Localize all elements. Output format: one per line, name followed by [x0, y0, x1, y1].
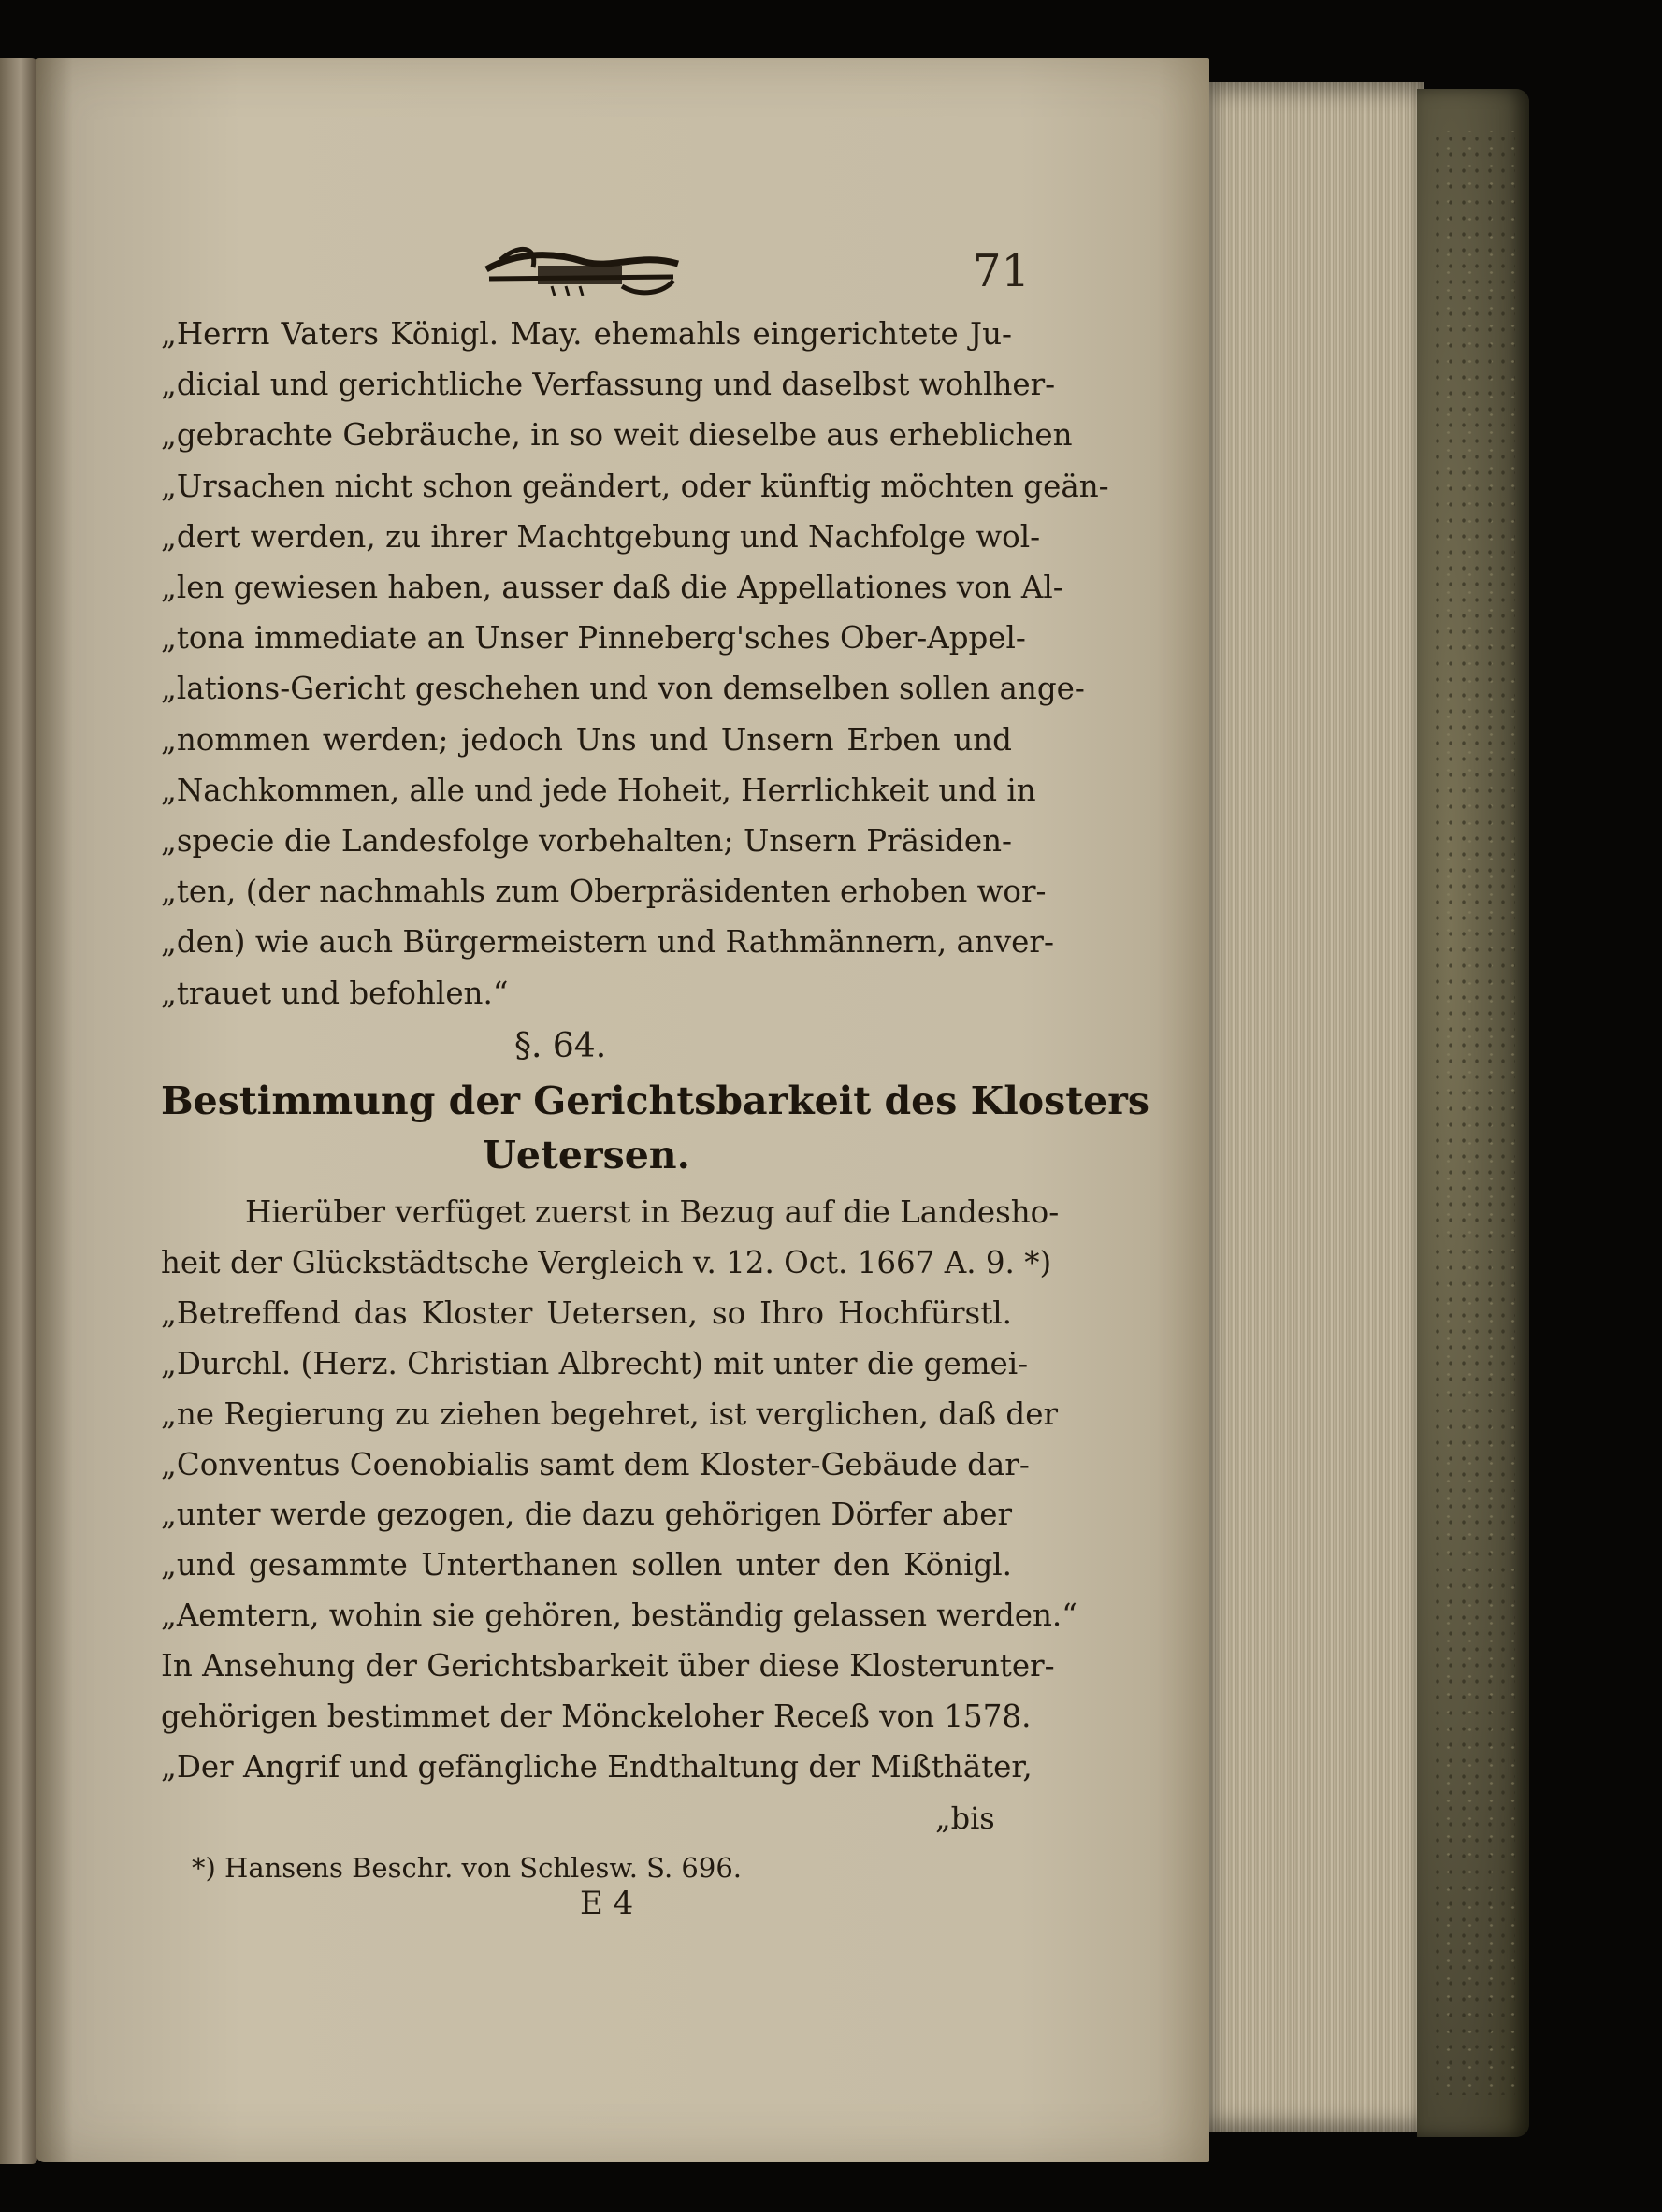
- text-line: „Conventus Coenobialis samt dem Kloster-Gebäude dar-: [161, 1446, 1030, 1482]
- header-ornament-icon: [482, 241, 683, 299]
- text-line: „tona immediate an Unser Pinneberg'sches Ober-Appel-: [161, 620, 1026, 657]
- text-line: In Ansehung der Gerichtsbarkeit über diese Klosterunter-: [161, 1648, 1055, 1684]
- text-line: „Herrn Vaters Königl. May. ehemahls eingerichtete Ju-: [161, 316, 1012, 352]
- text-line: „unter werde gezogen, die dazu gehörigen Dörfer aber: [161, 1496, 1012, 1533]
- text-line: „specie die Landesfolge vorbehalten; Unsern Präsiden-: [161, 823, 1012, 860]
- text-line: heit der Glückstädtsche Vergleich v. 12. Oct. 1667 A. 9. *): [161, 1244, 1052, 1280]
- text-line: „dert werden, zu ihrer Machtgebung und Nachfolge wol-: [161, 518, 1041, 555]
- text-line: „Nachkommen, alle und jede Hoheit, Herrlichkeit und in: [161, 772, 1036, 808]
- paragraph-continued-quote: [161, 309, 1109, 1019]
- catchword: „bis: [935, 1800, 995, 1836]
- text-line: „Der Angrif und gefängliche Endthaltung der Mißthäter,: [161, 1748, 1033, 1785]
- text-line: Hierüber verfüget zuerst in Bezug auf die Landesho-: [245, 1194, 1060, 1230]
- previous-page-edge: [0, 58, 37, 2164]
- text-line: „lations-Gericht geschehen und von demselben sollen ange-: [161, 671, 1085, 707]
- page-block-edges: [1209, 82, 1424, 2132]
- heading-line: Bestimmung der Gerichtsbarkeit des Klosters: [161, 1078, 1149, 1123]
- text-line: „Durchl. (Herz. Christian Albrecht) mit unter die gemei-: [161, 1345, 1029, 1381]
- cover-speckle-texture: [1431, 131, 1515, 2095]
- heading-line: Uetersen.: [483, 1133, 690, 1178]
- text-line: gehörigen bestimmet der Mönckeloher Receß von 1578.: [161, 1699, 1032, 1735]
- text-line: „und gesammte Unterthanen sollen unter den Königl.: [161, 1547, 1012, 1583]
- text-line: „trauet und befohlen.“: [161, 975, 509, 1011]
- text-line: „Betreffend das Kloster Uetersen, so Ihro Hochfürstl.: [161, 1294, 1012, 1331]
- text-line: „ne Regierung zu ziehen begehret, ist verglichen, daß der: [161, 1395, 1059, 1432]
- text-line: „len gewiesen haben, ausser daß die Appellationes von Al-: [161, 570, 1063, 606]
- text-line: „gebrachte Gebräuche, in so weit dieselbe aus erheblichen: [161, 417, 1073, 454]
- text-line: „Aemtern, wohin sie gehören, beständig gelassen werden.“: [161, 1598, 1077, 1634]
- text-line: „den) wie auch Bürgermeistern und Rathmännern, anver-: [161, 924, 1054, 961]
- text-line: „Ursachen nicht schon geändert, oder künftig möchten geän-: [161, 468, 1109, 504]
- footnote: *) Hansens Beschr. von Schlesw. S. 696.: [192, 1852, 743, 1884]
- text-line: „ten, (der nachmahls zum Oberpräsidenten erhoben wor-: [161, 874, 1047, 910]
- printer-signature-mark: E 4: [580, 1885, 634, 1922]
- section-heading: [161, 1074, 1149, 1182]
- section-number: §. 64.: [514, 1027, 607, 1065]
- page-number: 71: [973, 245, 1031, 297]
- text-line: „dicial und gerichtliche Verfassung und daselbst wohlher-: [161, 367, 1056, 403]
- text-line: „nommen werden; jedoch Uns und Unsern Erben und: [161, 721, 1012, 758]
- paragraph-body: [161, 1188, 1077, 1793]
